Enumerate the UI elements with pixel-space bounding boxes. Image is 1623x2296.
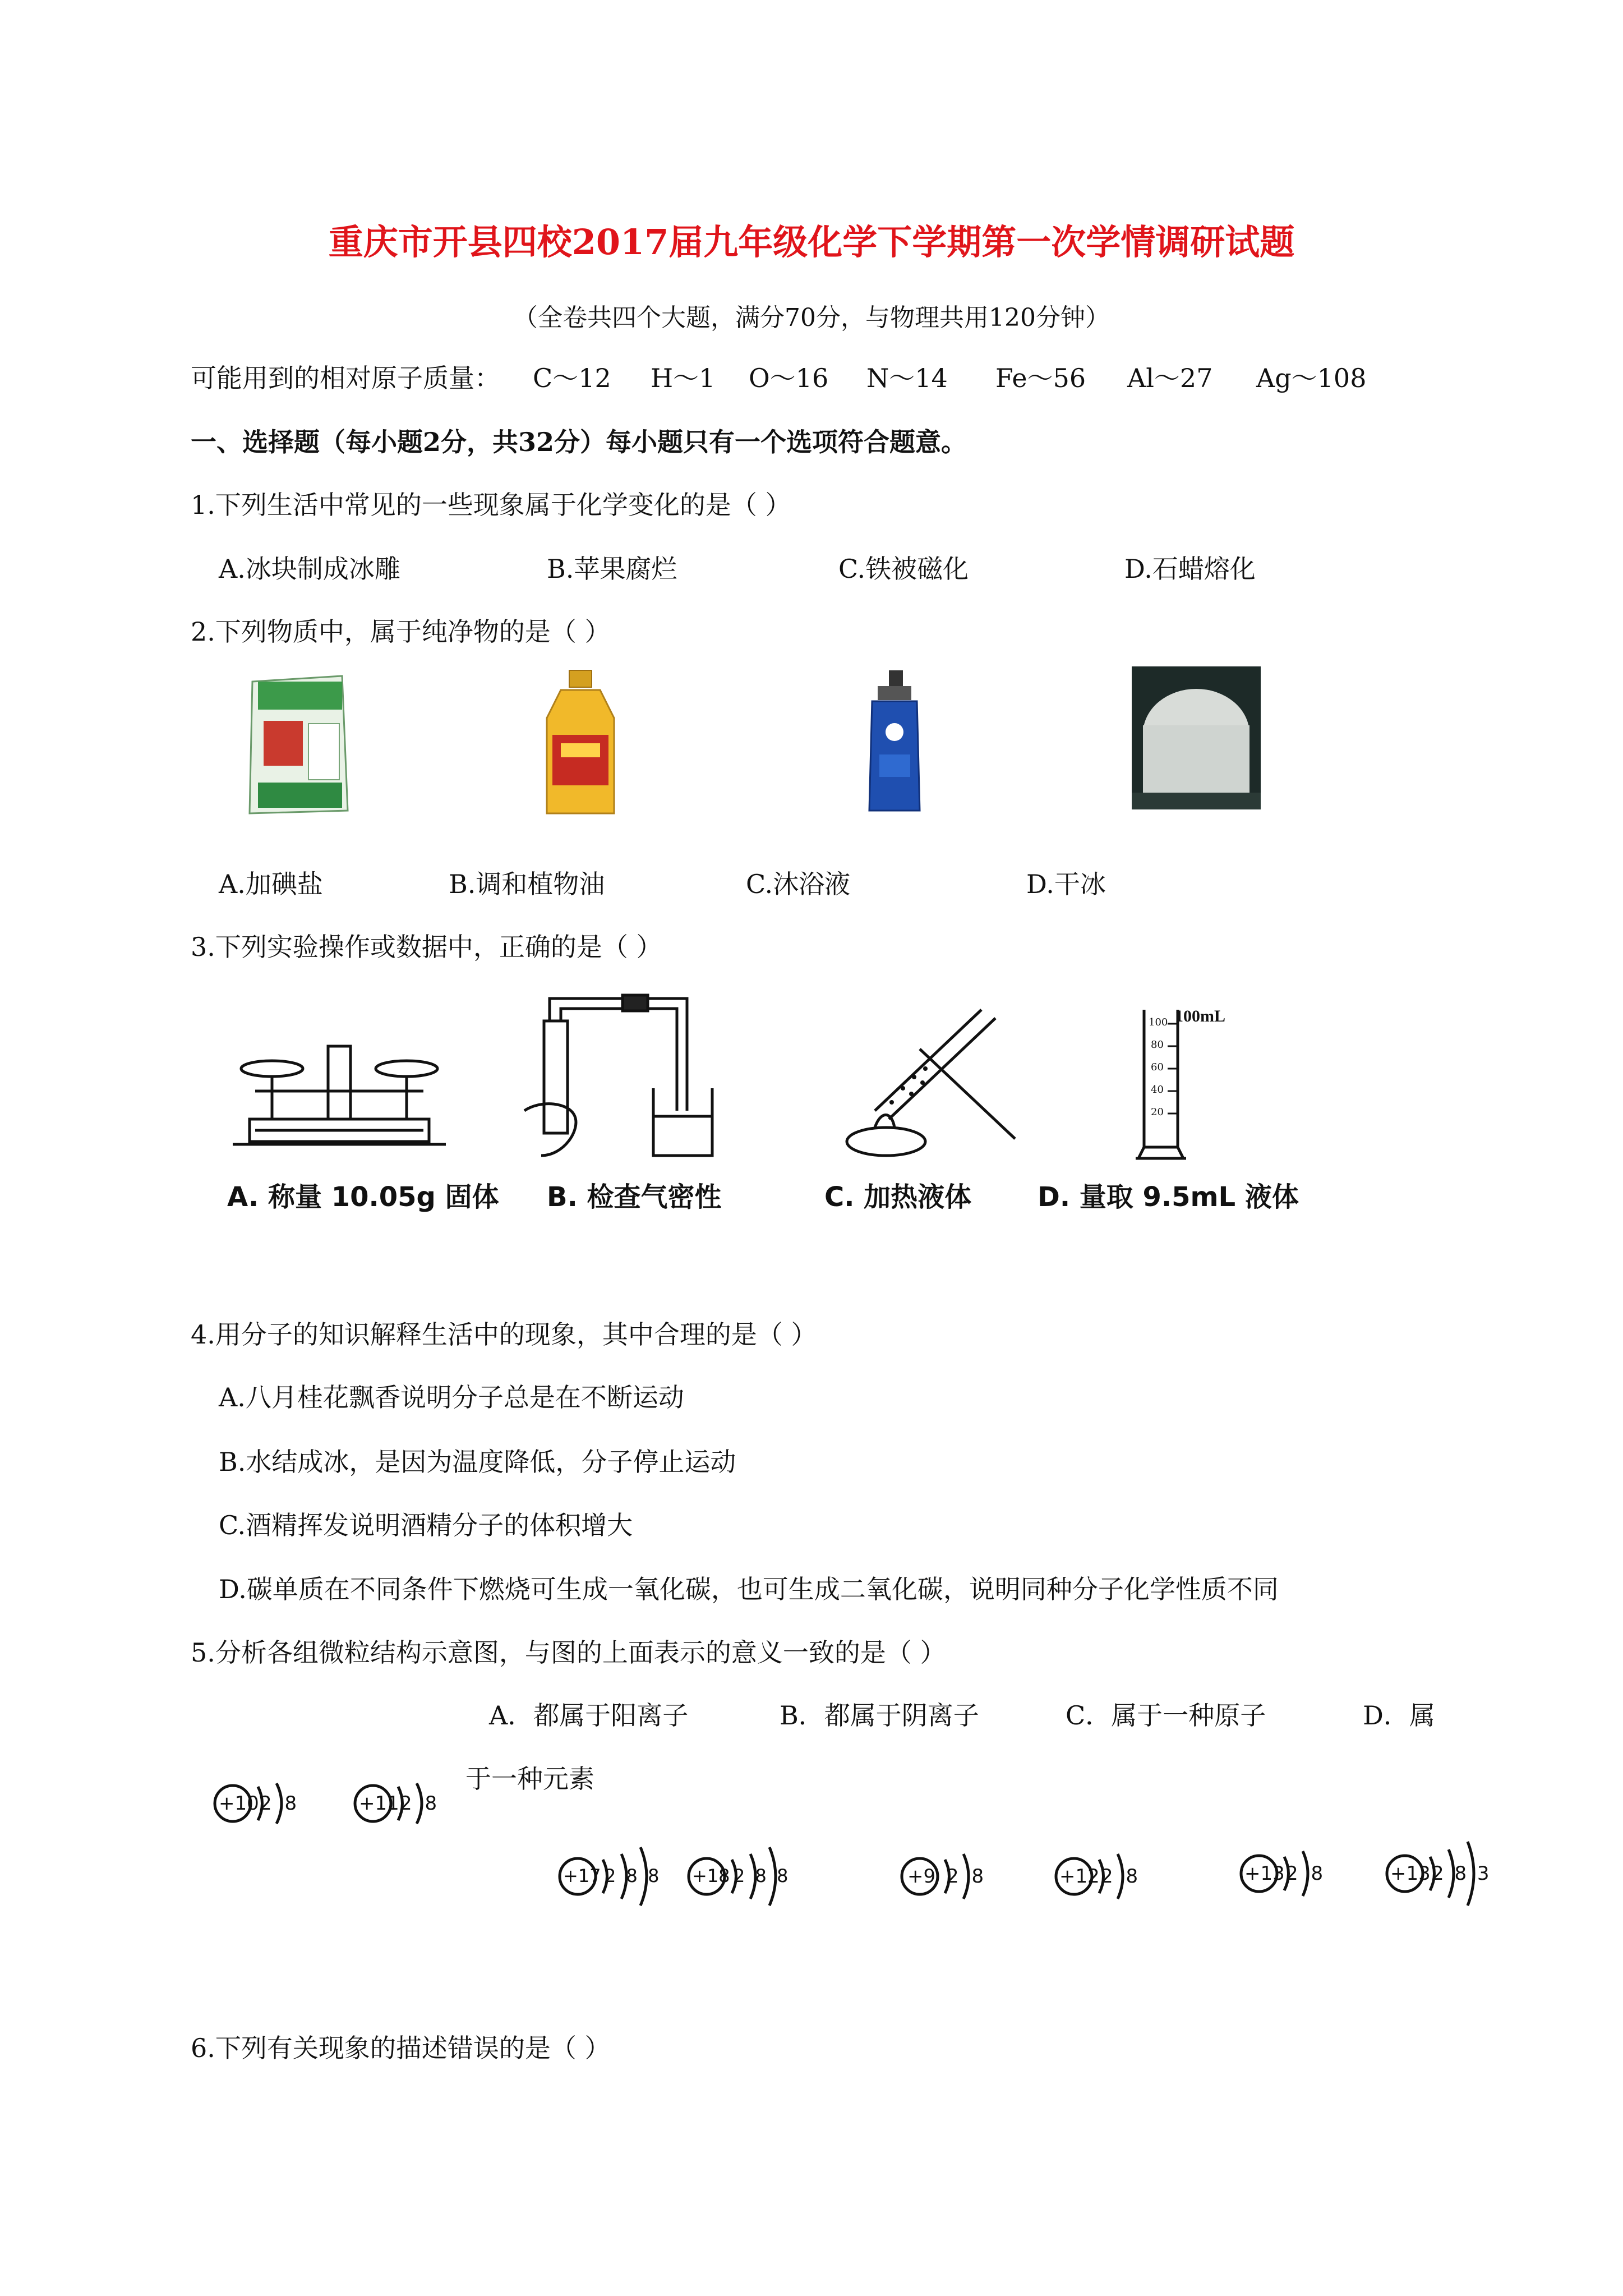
atomic-masses-label: 可能用到的相对原子质量： xyxy=(191,363,500,393)
q5-option-b: B．都属于阴离子 xyxy=(780,1700,979,1731)
q1-option-c: C.铁被磁化 xyxy=(838,554,969,584)
particle-shells: 2 8 xyxy=(260,1792,301,1815)
particle-nucleus: +11 xyxy=(359,1792,399,1815)
q1-option-a: A.冰块制成冰雕 xyxy=(219,554,400,584)
oil-bottle-image xyxy=(538,668,623,819)
q4-option-b: B.水结成冰，是因为温度降低，分子停止运动 xyxy=(219,1447,736,1477)
q5-option-a: A．都属于阳离子 xyxy=(489,1700,689,1731)
shower-gel-image xyxy=(858,670,931,816)
q3-caption-d: D. 量取 9.5mL 液体 xyxy=(1038,1181,1299,1213)
particle-diagram xyxy=(684,1843,808,1912)
q5-option-c: C．属于一种原子 xyxy=(1066,1700,1266,1731)
section-heading: 一、选择题（每小题2分，共32分）每小题只有一个选项符合题意。 xyxy=(191,427,967,457)
atomic-mass-item: C～12 xyxy=(533,363,611,393)
q2-option-d: D.干冰 xyxy=(1026,869,1106,899)
particle-diagram xyxy=(210,1775,311,1834)
particle-nucleus: +12 xyxy=(1059,1865,1100,1888)
question-5-stem: 5.分析各组微粒结构示意图，与图的上面表示的意义一致的是（ ） xyxy=(191,1637,946,1668)
particle-diagram xyxy=(1382,1837,1506,1912)
atomic-mass-item: H～1 xyxy=(651,363,716,393)
heating-liquid-diagram xyxy=(836,999,1021,1161)
q3-caption-c: C. 加热液体 xyxy=(824,1181,972,1213)
particle-diagram xyxy=(351,1775,451,1834)
airtightness-diagram xyxy=(519,987,721,1161)
atomic-mass-item: Ag～108 xyxy=(1256,363,1367,393)
salt-bag-image xyxy=(241,670,353,816)
particle-diagram xyxy=(1237,1843,1338,1907)
atomic-mass-item: O～16 xyxy=(749,363,829,393)
cylinder-volume-label: 100mL xyxy=(1175,1007,1225,1025)
q3-caption-b: B. 检查气密性 xyxy=(547,1181,722,1213)
atomic-mass-item: Fe～56 xyxy=(995,363,1086,393)
question-1-stem: 1.下列生活中常见的一些现象属于化学变化的是（ ） xyxy=(191,490,791,520)
particle-diagram xyxy=(1052,1846,1152,1910)
q2-option-b: B.调和植物油 xyxy=(449,869,605,899)
cylinder-tick-label: 40 xyxy=(1151,1084,1164,1096)
particle-nucleus: +18 xyxy=(692,1865,730,1887)
particle-shells: 2 8 8 xyxy=(734,1865,791,1887)
q2-option-c: C.沐浴液 xyxy=(746,869,851,899)
particle-nucleus: +10 xyxy=(219,1792,259,1815)
particle-nucleus: +9 xyxy=(907,1865,936,1888)
question-6-stem: 6.下列有关现象的描述错误的是（ ） xyxy=(191,2033,611,2063)
particle-nucleus: +17 xyxy=(563,1865,601,1887)
particle-shells: 2 8 xyxy=(1286,1862,1327,1885)
particle-nucleus: +13 xyxy=(1244,1862,1285,1885)
q4-option-d: D.碳单质在不同条件下燃烧可生成一氧化碳，也可生成二氧化碳，说明同种分子化学性质不同 xyxy=(219,1574,1279,1604)
particle-shells: 2 8 xyxy=(400,1792,441,1815)
particle-shells: 2 8 xyxy=(947,1865,988,1888)
atomic-mass-item: Al～27 xyxy=(1127,363,1213,393)
question-2-stem: 2.下列物质中，属于纯净物的是（ ） xyxy=(191,616,611,647)
particle-shells: 2 8 8 xyxy=(605,1865,662,1887)
particle-shells: 2 8 xyxy=(1101,1865,1142,1888)
dry-ice-image xyxy=(1132,666,1261,809)
q5-option-d-part2: 于一种元素 xyxy=(465,1764,594,1794)
particle-diagram xyxy=(897,1846,998,1910)
page-subtitle: （全卷共四个大题，满分70分，与物理共用120分钟） xyxy=(513,303,1110,332)
particle-diagram xyxy=(555,1843,679,1912)
q5-option-d-part1: D．属 xyxy=(1363,1700,1435,1731)
page-title: 重庆市开县四校2017届九年级化学下学期第一次学情调研试题 xyxy=(328,222,1295,263)
q3-caption-a: A. 称量 10.05g 固体 xyxy=(227,1181,499,1213)
particle-nucleus: +13 xyxy=(1390,1862,1431,1885)
cylinder-tick-label: 100 xyxy=(1149,1016,1168,1028)
question-3-stem: 3.下列实验操作或数据中，正确的是（ ） xyxy=(191,932,662,962)
cylinder-tick-label: 80 xyxy=(1151,1039,1164,1051)
q1-option-d: D.石蜡熔化 xyxy=(1124,554,1256,584)
q4-option-c: C.酒精挥发说明酒精分子的体积增大 xyxy=(219,1510,633,1540)
q4-option-a: A.八月桂花飘香说明分子总是在不断运动 xyxy=(219,1382,684,1412)
cylinder-tick-label: 60 xyxy=(1151,1061,1164,1073)
particle-shells: 2 8 3 xyxy=(1432,1862,1492,1885)
q1-option-b: B.苹果腐烂 xyxy=(547,554,677,584)
balance-diagram xyxy=(233,1035,446,1158)
q2-option-a: A.加碘盐 xyxy=(219,869,323,899)
atomic-mass-item: N～14 xyxy=(866,363,948,393)
question-4-stem: 4.用分子的知识解释生活中的现象，其中合理的是（ ） xyxy=(191,1319,817,1350)
cylinder-tick-label: 20 xyxy=(1151,1106,1164,1118)
